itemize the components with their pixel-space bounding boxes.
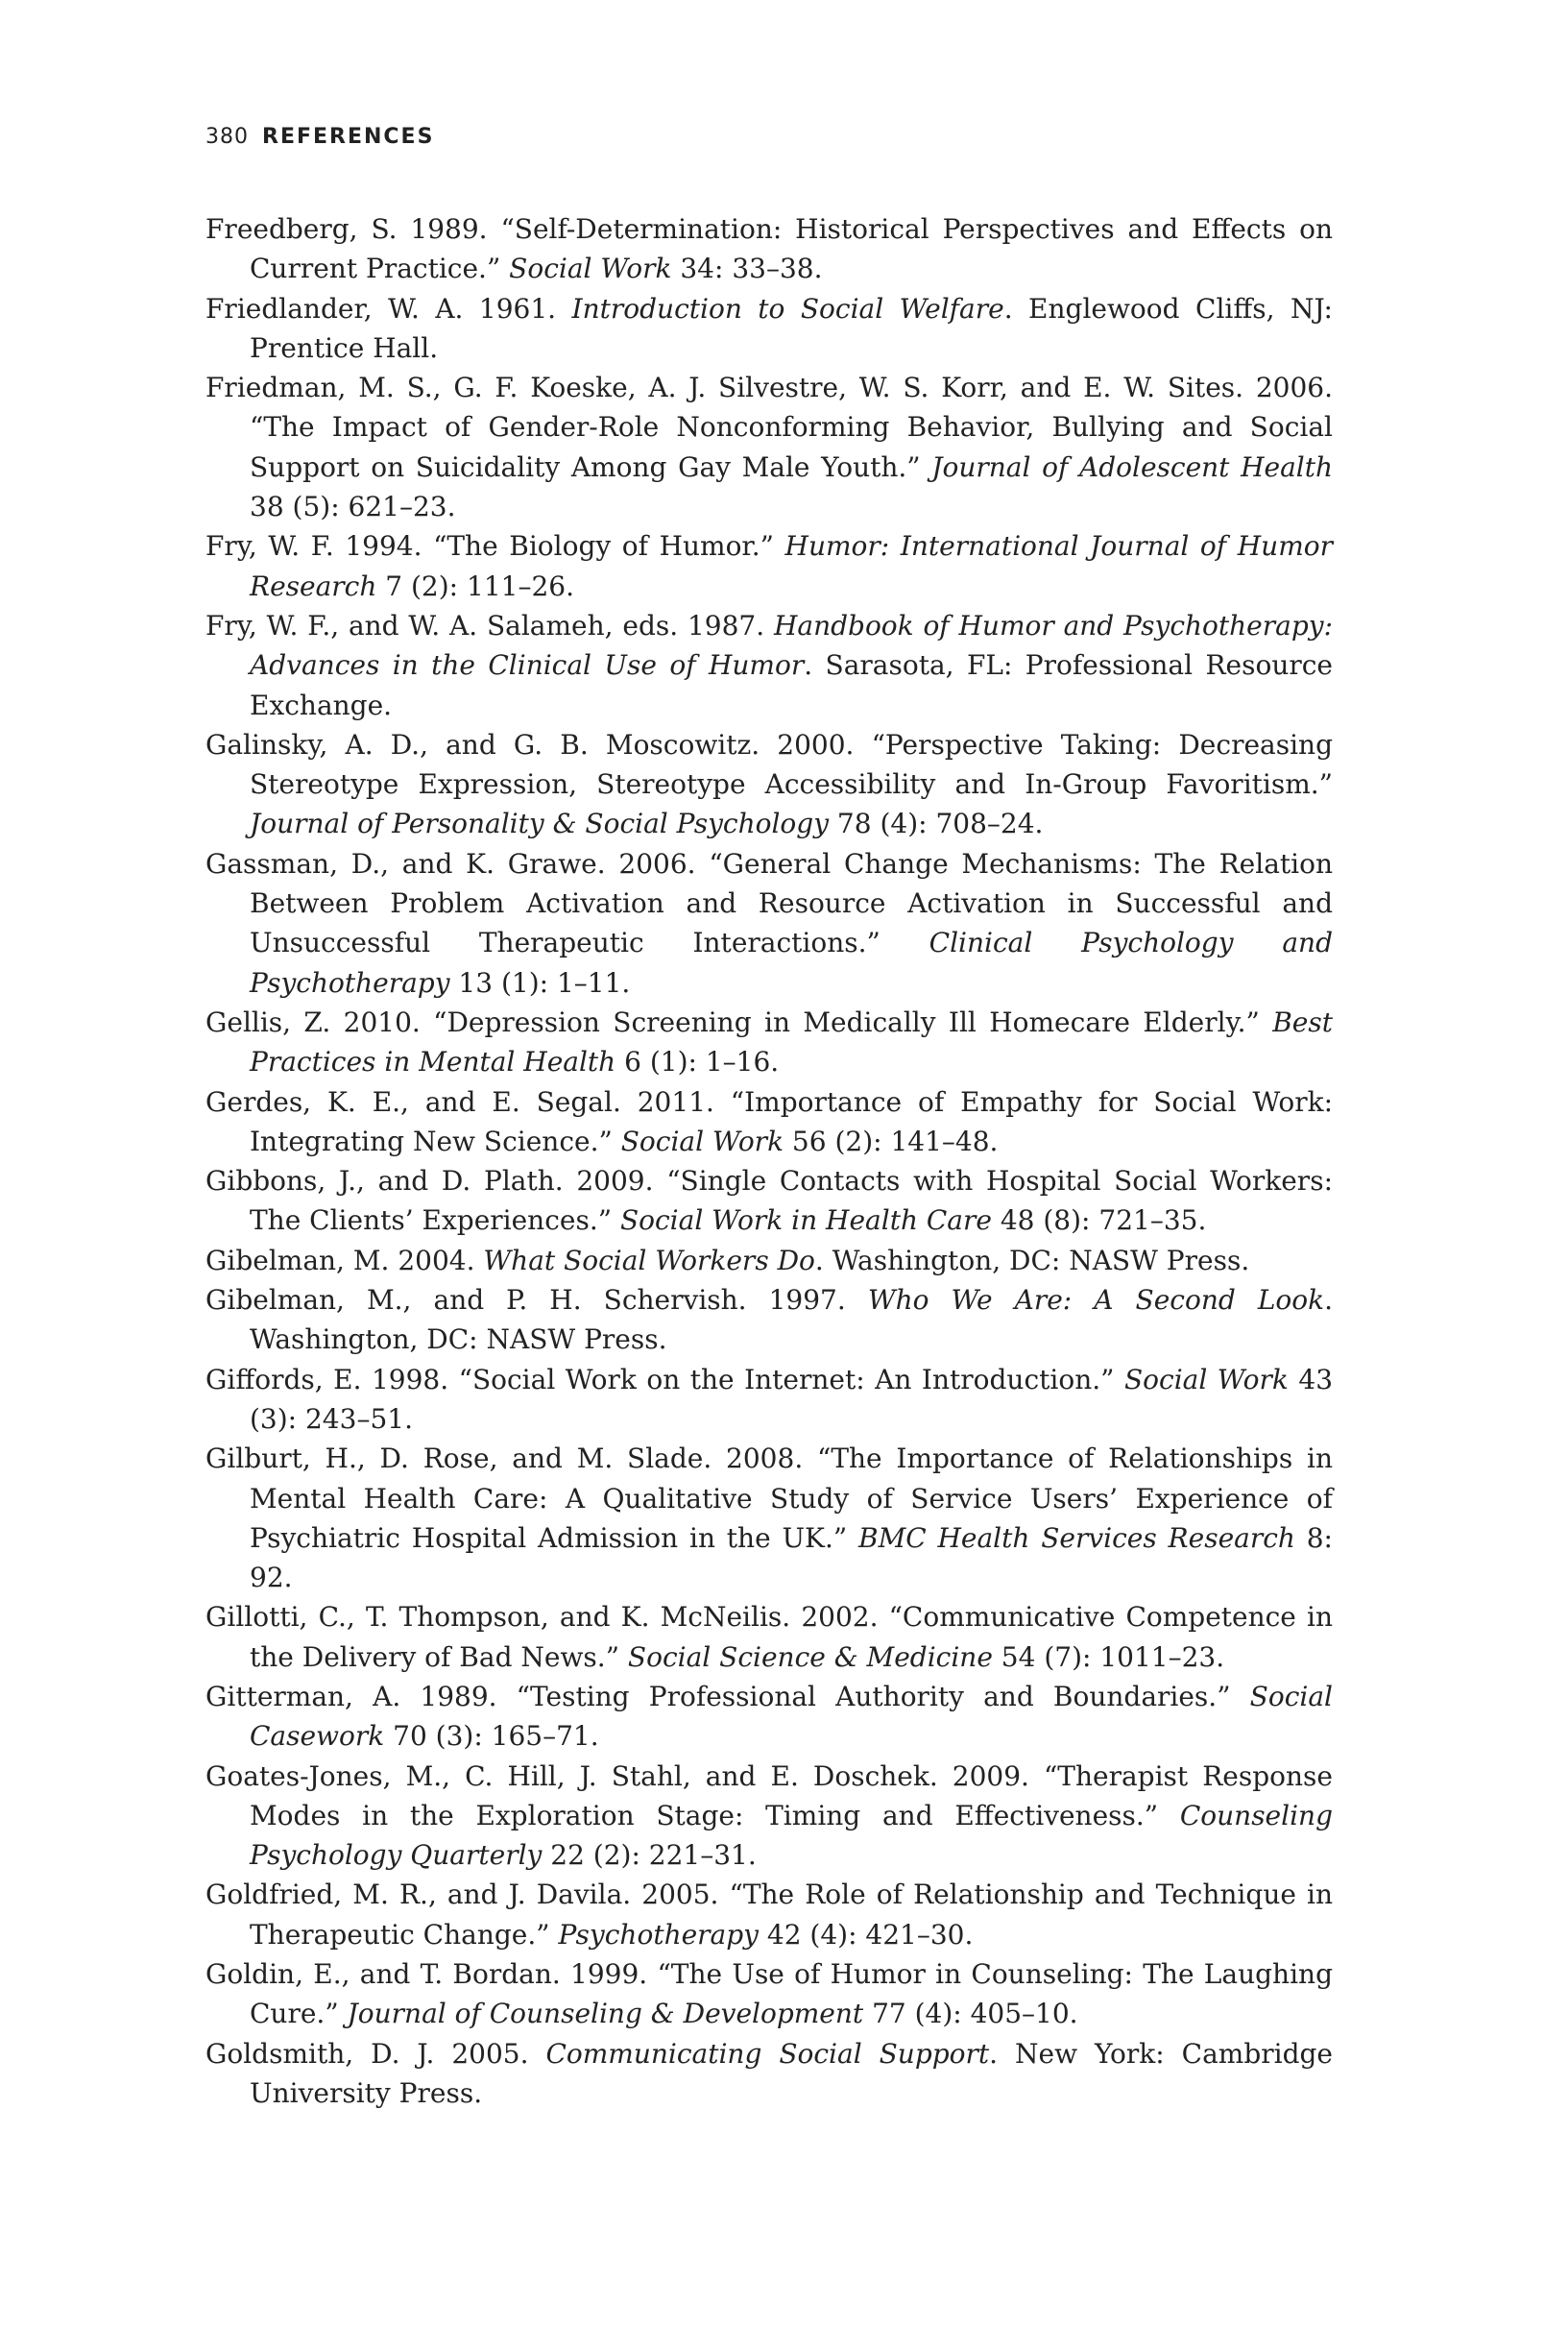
reference-entry: Gellis, Z. 2010. “Depression Screening in Medically Ill Homecare Elderly.” Best Practices in Mental Health 6 (1): 1–16. [205,1006,1333,1079]
reference-title: What Social Workers Do [483,1244,815,1276]
reference-entry: Fry, W. F. 1994. “The Biology of Humor.” Humor: International Journal of Humor Research 7 (2): 111–26. [205,530,1333,602]
reference-entry: Gillotti, C., T. Thompson, and K. McNeilis. 2002. “Communicative Competence in the Delivery of Bad News.” Social Science & Medicine 54 (7): 1011–23. [205,1601,1333,1673]
reference-title: Social Work in Health Care [619,1204,992,1237]
reference-title: Who We Are: A Second Look [867,1284,1325,1317]
reference-entry: Galinsky, A. D., and G. B. Moscowitz. 2000. “Perspective Taking: Decreasing Stereotype Expression, Stereotype Accessibility and In-Group Favoritism.” Journal of Personality & Social Psychology 78 (4): 708–24. [205,728,1333,840]
reference-title: BMC Health Services Research [858,1521,1295,1554]
reference-title: Journal of Personality & Social Psychology [250,808,830,840]
reference-title: Introduction to Social Welfare [571,292,1004,325]
reference-title: Counseling Psychology Quarterly [250,1799,1333,1872]
reference-title: Journal of Adolescent Health [931,450,1333,483]
reference-title: Social Work [620,1125,784,1157]
reference-entry: Gitterman, A. 1989. “Testing Professional Authority and Boundaries.” Social Casework 70 (3): 165–71. [205,1680,1333,1753]
reference-title: Communicating Social Support [545,2037,990,2070]
reference-entry: Goldin, E., and T. Bordan. 1999. “The Use of Humor in Counseling: The Laughing Cure.” Journal of Counseling & Development 77 (4): 405–10. [205,1958,1333,2030]
reference-title: Social Science & Medicine [627,1640,993,1673]
reference-entry: Gibelman, M., and P. H. Schervish. 1997. Who We Are: A Second Look. Washington, DC: NASW Press. [205,1284,1334,1356]
reference-entry: Gilburt, H., D. Rose, and M. Slade. 2008. “The Importance of Relationships in Mental Health Care: A Qualitative Study of Service Users’ Experience of Psychiatric Hospital Admission in the UK.” BMC Health Services Research 8: 92. [205,1443,1333,1594]
running-head [205,125,434,149]
reference-entry: Giffords, E. 1998. “Social Work on the Internet: An Introduction.” Social Work 43 (3): 243–51. [205,1363,1334,1435]
page-number: 380 [205,125,249,149]
reference-title: Best Practices in Mental Health [250,1006,1333,1079]
section-title: REFERENCES [262,125,435,149]
reference-entry: Freedberg, S. 1989. “Self-Determination: Historical Perspectives and Effects on Current Practice.” Social Work 34: 33–38. [205,213,1333,285]
reference-title: Psychotherapy [558,1918,759,1951]
reference-entry: Goldfried, M. R., and J. Davila. 2005. “The Role of Relationship and Technique in Therapeutic Change.” Psychotherapy 42 (4): 421–30. [205,1879,1333,1951]
reference-entry: Fry, W. F., and W. A. Salameh, eds. 1987. Handbook of Humor and Psychotherapy: Advances in the Clinical Use of Humor. Sarasota, FL: Professional Resource Exchange. [205,609,1333,721]
reference-list [205,209,1333,2113]
reference-entry: Gerdes, K. E., and E. Segal. 2011. “Importance of Empathy for Social Work: Integrating New Science.” Social Work 56 (2): 141–48. [205,1085,1333,1157]
reference-title: Clinical Psychology and Psychotherapy [250,927,1333,999]
reference-entry: Gassman, D., and K. Grawe. 2006. “General Change Mechanisms: The Relation Between Problem Activation and Resource Activation in Successful and Unsuccessful Therapeutic Interactions.” Clinical Psychology and Psychotherapy 13 (1): 1–11. [205,847,1333,999]
reference-title: Social Work [509,253,672,285]
reference-entry: Friedman, M. S., G. F. Koeske, A. J. Silvestre, W. S. Korr, and E. W. Sites. 2006. “The Impact of Gender-Role Nonconforming Behavior, Bullying and Social Support on Suicidality Among Gay Male Youth.” Journal of Adolescent Health 38 (5): 621–23. [205,372,1333,523]
reference-entry: Goldsmith, D. J. 2005. Communicating Social Support. New York: Cambridge University Press. [205,2037,1334,2109]
reference-title: Social Work [1123,1363,1289,1395]
reference-title: Journal of Counseling & Development [347,1998,864,2030]
reference-entry: Goates-Jones, M., C. Hill, J. Stahl, and E. Doschek. 2009. “Therapist Response Modes in the Exploration Stage: Timing and Effectiveness.” Counseling Psychology Quarterly 22 (2): 221–31. [205,1759,1333,1872]
reference-title: Social Casework [250,1680,1333,1753]
reference-title: Handbook of Humor and Psychotherapy: Advances in the Clinical Use of Humor [250,609,1333,682]
reference-title: Humor: International Journal of Humor Research [250,530,1333,602]
reference-entry: Gibbons, J., and D. Plath. 2009. “Single Contacts with Hospital Social Workers: The Clients’ Experiences.” Social Work in Health Care 48 (8): 721–35. [205,1165,1333,1237]
reference-entry: Friedlander, W. A. 1961. Introduction to Social Welfare. Englewood Cliffs, NJ: Prentice Hall. [205,292,1333,364]
reference-entry: Gibelman, M. 2004. What Social Workers Do. Washington, DC: NASW Press. [205,1244,1250,1276]
